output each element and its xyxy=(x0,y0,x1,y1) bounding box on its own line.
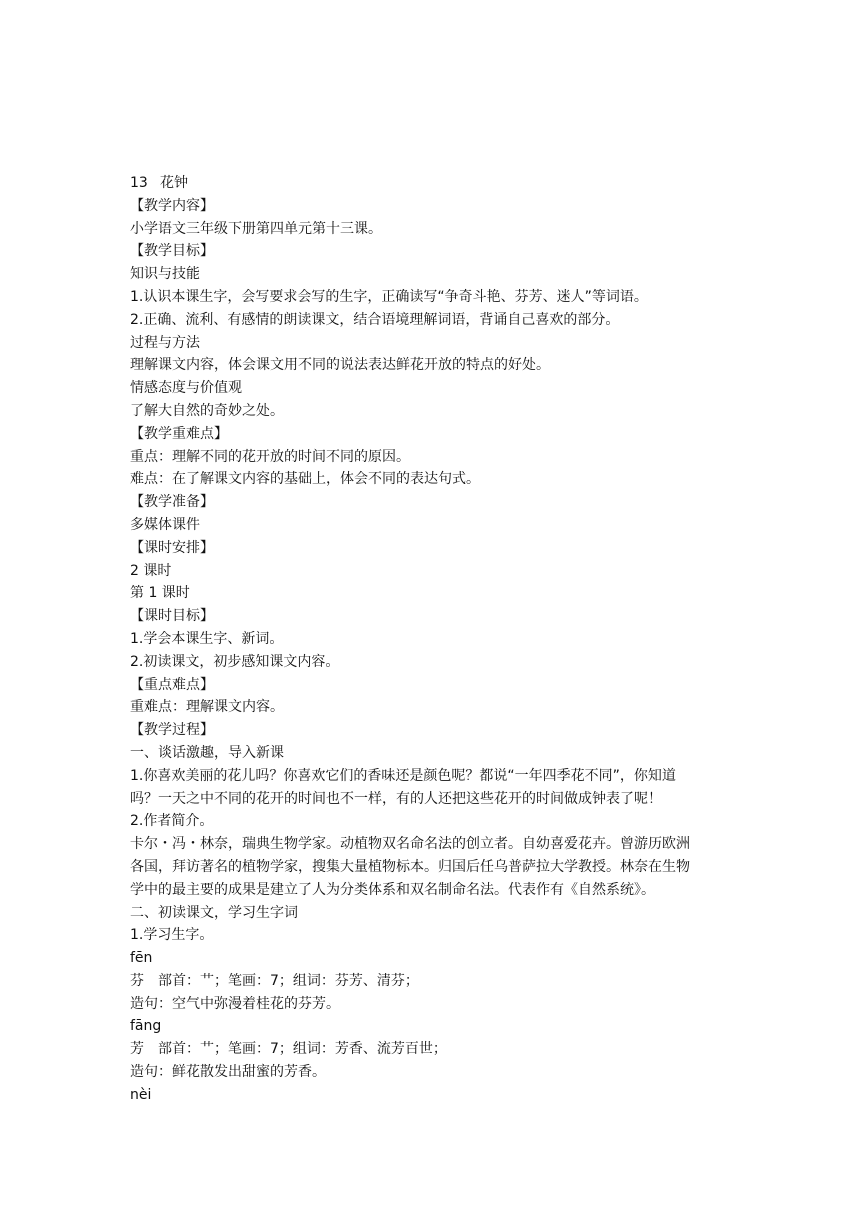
text-line: nèi xyxy=(130,1086,152,1103)
text-line: 情感态度与价值观 xyxy=(130,380,242,397)
text-line: 1.学习生字。 xyxy=(130,927,214,944)
text-line: 各国，拜访著名的植物学家，搜集大量植物标本。归国后任乌普萨拉大学教授。林奈在生物 xyxy=(130,858,690,875)
document-lines xyxy=(130,195,740,1107)
text-line: 芬 部首：艹；笔画：7；组词：芬芳、清芬； xyxy=(130,972,419,989)
text-line: 一、谈话激趣，导入新课 xyxy=(130,744,284,761)
text-line: 1.认识本课生字，会写要求会写的生字，正确读写“争奇斗艳、芬芳、迷人”等词语。 xyxy=(130,288,648,305)
text-line: 【教学准备】 xyxy=(130,494,214,511)
text-line: 重难点：理解课文内容。 xyxy=(130,699,284,716)
text-line: 【重点难点】 xyxy=(130,676,214,693)
lesson-number: 13 xyxy=(130,175,148,191)
lesson-title xyxy=(130,172,740,195)
text-line: 2 课时 xyxy=(130,562,172,579)
text-line: 小学语文三年级下册第四单元第十三课。 xyxy=(130,220,382,237)
document-body xyxy=(130,172,740,1107)
text-line: 【课时目标】 xyxy=(130,608,214,625)
text-line: 2.作者简介。 xyxy=(130,813,214,830)
text-line: 2.正确、流利、有感情的朗读课文，结合语境理解词语，背诵自己喜欢的部分。 xyxy=(130,311,620,328)
text-line: 1.你喜欢美丽的花儿吗？你喜欢它们的香味还是颜色呢？都说“一年四季花不同”，你知道 xyxy=(130,767,676,784)
text-line: 了解大自然的奇妙之处。 xyxy=(130,402,284,419)
text-line: 重点：理解不同的花开放的时间不同的原因。 xyxy=(130,448,410,465)
text-line: 【教学内容】 xyxy=(130,197,214,214)
text-line: fēn xyxy=(130,950,153,967)
text-line: 【课时安排】 xyxy=(130,539,214,556)
text-line: 二、初读课文，学习生字词 xyxy=(130,904,298,921)
text-line: 卡尔・冯・林奈，瑞典生物学家。动植物双名命名法的创立者。自幼喜爱花卉。曾游历欧洲 xyxy=(130,836,690,853)
text-line: 【教学过程】 xyxy=(130,722,214,739)
text-line: 【教学目标】 xyxy=(130,243,214,260)
text-line: 造句：空气中弥漫着桂花的芬芳。 xyxy=(130,995,340,1012)
text-line: 芳 部首：艹；笔画：7；组词：芳香、流芳百世； xyxy=(130,1041,447,1058)
text-line: 多媒体课件 xyxy=(130,516,200,533)
text-line: 2.初读课文，初步感知课文内容。 xyxy=(130,653,340,670)
text-line: 过程与方法 xyxy=(130,334,200,351)
text-line: 1.学会本课生字、新词。 xyxy=(130,630,284,647)
text-line: 知识与技能 xyxy=(130,266,200,283)
text-line: 【教学重难点】 xyxy=(130,425,228,442)
lesson-title-text: 花钟 xyxy=(160,175,188,191)
text-line: 理解课文内容，体会课文用不同的说法表达鲜花开放的特点的好处。 xyxy=(130,357,550,374)
text-line: 难点：在了解课文内容的基础上，体会不同的表达句式。 xyxy=(130,471,480,488)
text-line: fāng xyxy=(130,1018,162,1035)
text-line: 造句：鲜花散发出甜蜜的芳香。 xyxy=(130,1064,326,1081)
text-line: 学中的最主要的成果是建立了人为分类体系和双名制命名法。代表作有《自然系统》。 xyxy=(130,881,655,898)
text-line: 第 1 课时 xyxy=(130,585,190,602)
text-line: 吗？一天之中不同的花开的时间也不一样，有的人还把这些花开的时间做成钟表了呢！ xyxy=(130,790,662,807)
